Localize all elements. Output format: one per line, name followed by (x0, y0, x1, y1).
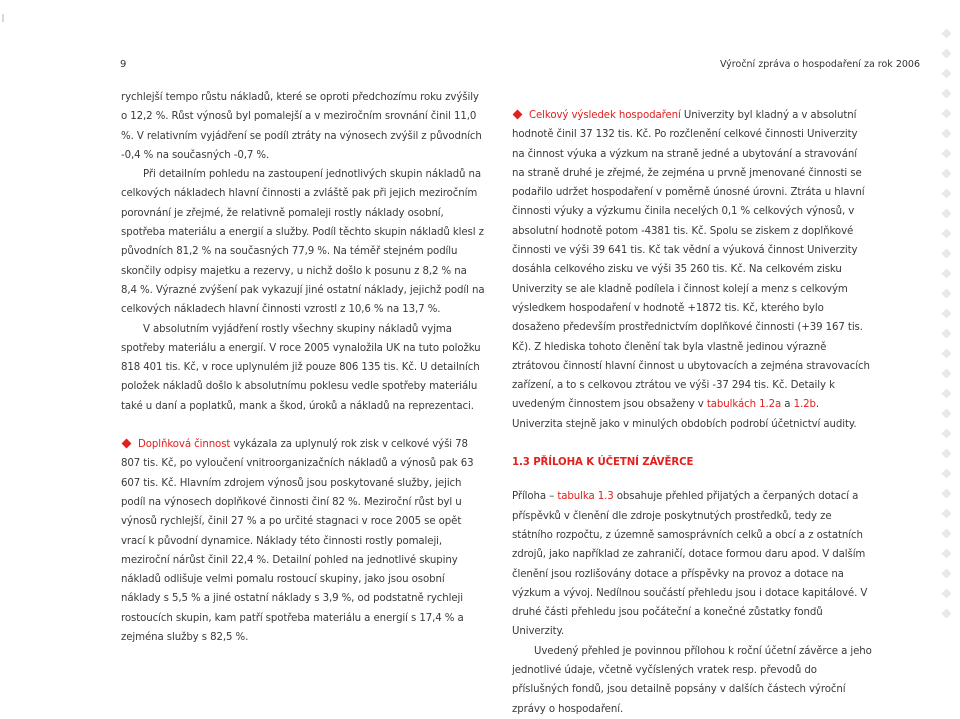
diamond-decoration-icon (941, 129, 951, 139)
paragraph-costs-growth: rychlejší tempo růstu nákladů, které se oproti předchozímu roku zvýšily o 12,2 %. Růst výnosů byl pomalejší a v meziročním srovnání činil 11,0 %. V relativním vyjádření se podíl ztráty na výnosech zvýšil z původních -0,4 % na současných -0,7 %. (121, 92, 482, 161)
diamond-decoration-icon (941, 329, 951, 339)
diamond-decoration-icon (941, 89, 951, 99)
diamond-decoration-icon (941, 229, 951, 239)
page-number: 9 (120, 59, 127, 70)
diamond-decoration-icon (941, 289, 951, 299)
spacer (512, 434, 872, 453)
section-heading: 1.3 PŘÍLOHA K ÚČETNÍ ZÁVĚRCE (512, 457, 694, 469)
diamond-decoration-icon (941, 309, 951, 319)
spacer (121, 416, 485, 435)
overall-result-text: Univerzity byl kladný a v absolutní hodnotě činil 37 132 tis. Kč. Po rozčlenění celkové činnosti Univerzity na činnost výuka a výzkum na straně jedné a ubytování a stravování na straně druhé je zřejmé, že zejména u prvně jmenované činnosti se podařilo udržet hospodaření v poměrně únosné úrovni. Ztráta u hlavní činnosti výuky a výzkumu činila necelých 0,1 % celkových výnosů, v absolutní hodnotě potom -4381 tis. Kč. Spolu se ziskem z doplňkové činnosti ve výši 39 641 tis. Kč tak vědní a výuková činnost Univerzity dosáhla celkového zisku ve výši 35 260 tis. Kč. Na celkovém zisku Univerzity se ale kladně podílela i činnost kolejí a menz s celkovým výsledkem hospodaření v hodnotě +1872 tis. Kč, kterého bylo dosaženo především prostřednictvím doplňkové činnosti (+39 167 tis. Kč). Z hlediska tohoto členění tak byla vlastně jedinou výrazně ztrátovou činností hlavní činnost u ubytovacích a zejména stravovacích zařízení, a to s celkovou ztrátou ve výši -37 294 tis. Kč. Detaily k uvedeným činnostem jsou obsaženy v (512, 110, 870, 411)
link-table-1-2b[interactable]: 1.2b (793, 399, 816, 411)
diamond-decoration-icon (941, 29, 951, 39)
diamond-decoration-icon (941, 49, 951, 59)
spacer (512, 472, 872, 487)
diamond-decoration-icon (941, 509, 951, 519)
diamond-decoration-icon (941, 369, 951, 379)
paragraph-secondary-activity (121, 435, 485, 647)
diamond-decoration-icon (941, 529, 951, 539)
diamond-decoration-icon (941, 249, 951, 259)
appendix-text-start: Příloha – (512, 491, 558, 503)
diamond-decoration-icon (941, 149, 951, 159)
diamond-decoration-icon (941, 549, 951, 559)
diamond-decoration-icon (941, 389, 951, 399)
paragraph-overall-result (512, 106, 872, 434)
link-tables-1-2a[interactable]: tabulkách 1.2a (706, 399, 782, 411)
paragraph-cost-structure: Při detailním pohledu na zastoupení jednotlivých skupin nákladů na celkových nákladech hlavní činnosti a zvláště pak při jejich meziročním porovnání je zřejmé, že relativně pomaleji rostly náklady osobní, spotřeba materiálu a energií a služby. Podíl těchto skupin nákladů klesl z původních 81,2 % na současných 77,9 %. Na téměř stejném podílu skončily odpisy majetku a rezervy, u nichž došlo k posunu z 8,2 % na 8,4 %. Výrazné zvýšení pak vykazují jiné ostatní náklady, jejichž podíl na celkových nákladech hlavní činnosti vzrostl z 10,6 % na 13,7 %. (121, 169, 485, 316)
paragraph-absolute-costs: V absolutním vyjádření rostly všechny skupiny nákladů vyjma spotřeby materiálu a energií. V roce 2005 vynaložila UK na tuto položku 818 401 tis. Kč, v roce uplynulém již pouze 806 135 tis. Kč. U detailních položek nákladů došlo k absolutnímu poklesu vedle spotřeby materiálu také u daní a poplatků, mank a škod, úroků a nákladů na reprezentaci. (121, 323, 481, 412)
diamond-column-decoration (936, 30, 956, 630)
diamond-decoration-icon (941, 269, 951, 279)
left-column (121, 88, 485, 647)
diamond-decoration-icon (941, 589, 951, 599)
secondary-activity-heading: Doplňková činnost (138, 439, 231, 451)
diamond-decoration-icon (941, 169, 951, 179)
page-header (0, 0, 960, 90)
red-diamond-bullet-icon (122, 439, 132, 449)
diamond-decoration-icon (941, 609, 951, 619)
overall-result-text-end: . Univerzita stejně jako v minulých obdobích podrobí účetnictví audity. (512, 399, 857, 430)
link-table-1-3[interactable]: tabulka 1.3 (557, 491, 614, 503)
diamond-decoration-icon (941, 449, 951, 459)
paragraph-appendix (512, 487, 872, 641)
red-diamond-bullet-icon (513, 110, 523, 120)
diamond-decoration-icon (941, 349, 951, 359)
overall-result-heading: Celkový výsledek hospodaření (529, 110, 681, 121)
diamond-decoration-icon (941, 69, 951, 79)
diamond-decoration-icon (941, 209, 951, 219)
overall-result-text-and: a (781, 399, 794, 411)
diamond-decoration-icon (941, 469, 951, 479)
diamond-decoration-icon (941, 189, 951, 199)
report-title: Výroční zpráva o hospodaření za rok 2006 (719, 59, 920, 70)
secondary-activity-text: vykázala za uplynulý rok zisk v celkové výši 78 807 tis. Kč, po vyloučení vnitroorganizačních nákladů a výnosů pak 63 607 tis. Kč. Hlavním zdrojem výnosů jsou poskytované služby, jejich podíl na výnosech doplňkové činnosti činí 82 %. Meziroční růst byl u výnosů rychlejší, činil 27 % a po určité stagnaci v roce 2005 se opět vrací k původní dynamice. Náklady této činnosti rostly pomaleji, meziroční nárůst činil 22,4 %. Detailní pohled na jednotlivé skupiny nákladů odlišuje velmi pomalu rostoucí skupiny, jako jsou osobní náklady s 5,5 % a jiné ostatní náklady s 3,9 %, od podstatně rychleji rostoucích skupin, kam patří spotřeba materiálu a energií s 17,4 % a zejména služby s 82,5 %. (121, 439, 474, 644)
diamond-decoration-icon (941, 429, 951, 439)
diamond-decoration-icon (941, 569, 951, 579)
appendix-text: obsahuje přehled přijatých a čerpaných dotací a příspěvků v členění dle zdroje poskytnutých prostředků, tedy ze státního rozpočtu, z územně samosprávních celků a obcí a z ostatních zdrojů, jako například ze zahraničí, dotace formou daru apod. V dalším členění jsou rozlišovány dotace a příspěvky na provoz a dotace na výzkum a vývoj. Nedílnou součástí přehledu jsou i dotace kapitálové. V druhé části přehledu jsou počáteční a konečné zůstatky fondů Univerzity. (512, 491, 868, 638)
diamond-decoration-icon (941, 409, 951, 419)
paragraph-appendix-note: Uvedený přehled je povinnou přílohou k roční účetní závěrce a jeho jednotlivé údaje, včetně vyčíslených vratek resp. převodů do příslušných fondů, jsou detailně popsány v dalších částech výroční zprávy o hospodaření. (512, 645, 872, 715)
diamond-decoration-icon (941, 489, 951, 499)
right-column (512, 106, 872, 719)
diamond-decoration-icon (941, 109, 951, 119)
